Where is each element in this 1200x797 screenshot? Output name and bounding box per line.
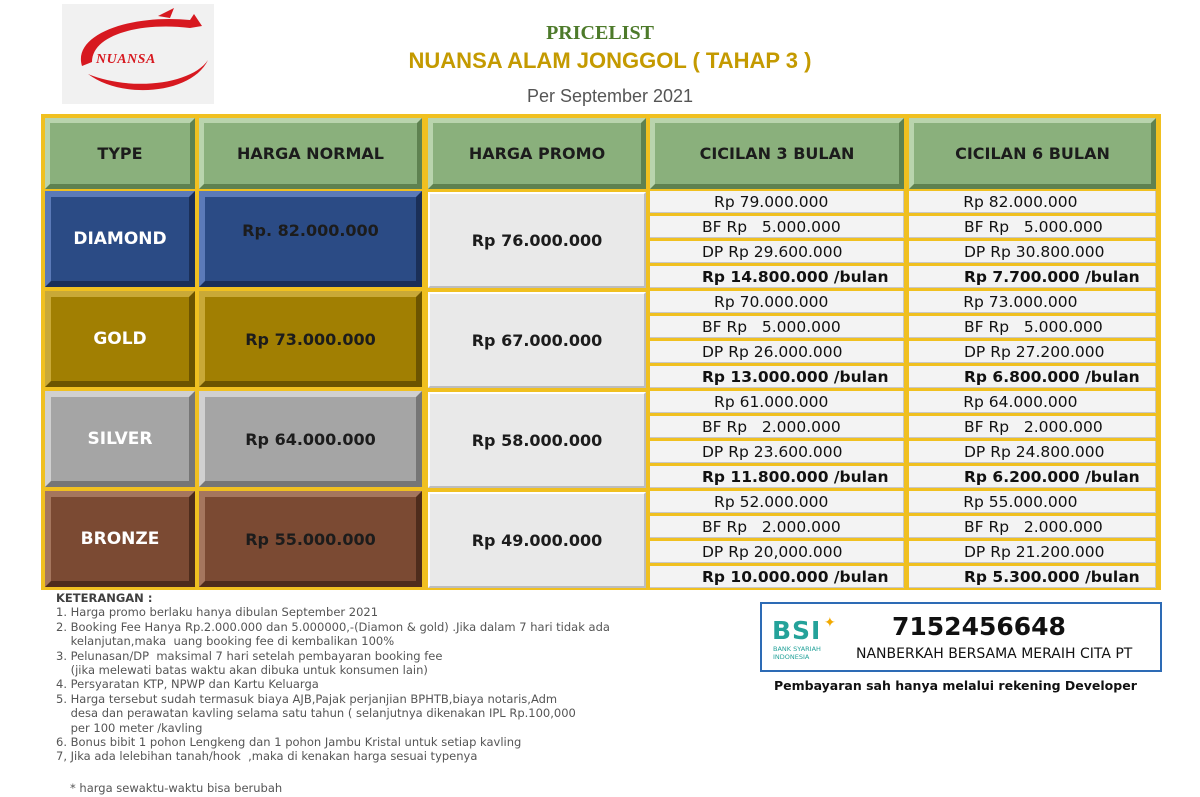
row-diamond-c3-dp: DP Rp 29.600.000 xyxy=(650,241,904,263)
header-type: TYPE xyxy=(45,118,195,189)
row-bronze-c6-price: Rp 55.000.000 xyxy=(909,491,1156,513)
row-diamond-promo: Rp 76.000.000 xyxy=(428,192,646,288)
row-bronze-promo: Rp 49.000.000 xyxy=(428,492,646,588)
notes-heading: KETERANGAN : xyxy=(56,591,153,605)
note-line: 5. Harga tersebut sudah termasuk biaya AJB,Pajak perjanjian BPHTB,biaya notaris,Adm xyxy=(56,691,558,706)
row-gold-c3-monthly: Rp 13.000.000 /bulan xyxy=(650,366,904,388)
header-installment-6: CICILAN 6 BULAN xyxy=(909,118,1156,189)
row-gold-c6-bf: BF Rp 5.000.000 xyxy=(909,316,1156,338)
page-title: PRICELIST xyxy=(546,22,654,44)
row-bronze-c6-dp: DP Rp 21.200.000 xyxy=(909,541,1156,563)
row-gold-c3-dp: DP Rp 26.000.000 xyxy=(650,341,904,363)
star-icon: ✦ xyxy=(824,614,836,630)
nuansa-logo xyxy=(62,4,214,104)
bsi-logo: BSI xyxy=(772,616,822,645)
row-gold-c6-dp: DP Rp 27.200.000 xyxy=(909,341,1156,363)
row-bronze-normal: Rp 55.000.000 xyxy=(199,491,422,587)
header-installment-3: CICILAN 3 BULAN xyxy=(650,118,904,189)
row-silver-c6-dp: DP Rp 24.800.000 xyxy=(909,441,1156,463)
row-diamond-c3-price: Rp 79.000.000 xyxy=(650,191,904,213)
row-silver-type: SILVER xyxy=(45,391,195,487)
header-promo-price: HARGA PROMO xyxy=(428,118,646,189)
note-line: 6. Bonus bibit 1 pohon Lengkeng dan 1 pohon Jambu Kristal untuk setiap kavling xyxy=(56,735,522,750)
notes-section xyxy=(56,591,656,764)
note-line: desa dan perawatan kavling selama satu tahun ( selanjutnya dikenakan IPL Rp.100,000 xyxy=(56,706,576,721)
note-line: 1. Harga promo berlaku hanya dibulan September 2021 xyxy=(56,605,379,620)
row-diamond-c6-price: Rp 82.000.000 xyxy=(909,191,1156,213)
row-bronze-c3-monthly: Rp 10.000.000 /bulan xyxy=(650,566,904,588)
row-gold-c3-bf: BF Rp 5.000.000 xyxy=(650,316,904,338)
bsi-logo-subtitle: BANK SYARIAH INDONESIA xyxy=(773,645,821,661)
logo-wordmark: NUANSA xyxy=(96,52,156,67)
note-line: per 100 meter /kavling xyxy=(56,720,203,735)
row-silver-c3-monthly: Rp 11.800.000 /bulan xyxy=(650,466,904,488)
row-bronze-c6-monthly: Rp 5.300.000 /bulan xyxy=(909,566,1156,588)
note-line: kelanjutan,maka uang booking fee di kembalikan 100% xyxy=(56,634,395,649)
note-line: (jika melewati batas waktu akan dibuka untuk konsumen lain) xyxy=(56,663,428,678)
row-gold-c6-monthly: Rp 6.800.000 /bulan xyxy=(909,366,1156,388)
row-silver-c6-monthly: Rp 6.200.000 /bulan xyxy=(909,466,1156,488)
row-diamond-type: DIAMOND xyxy=(45,191,195,287)
price-change-footnote: * harga sewaktu-waktu bisa berubah xyxy=(70,781,283,795)
row-silver-c3-dp: DP Rp 23.600.000 xyxy=(650,441,904,463)
bank-account-box xyxy=(760,602,1162,672)
row-silver-c6-bf: BF Rp 2.000.000 xyxy=(909,416,1156,438)
row-silver-normal: Rp 64.000.000 xyxy=(199,391,422,487)
project-title: NUANSA ALAM JONGGOL ( TAHAP 3 ) xyxy=(408,48,812,73)
row-bronze-c3-dp: DP Rp 20,000.000 xyxy=(650,541,904,563)
row-bronze-c6-bf: BF Rp 2.000.000 xyxy=(909,516,1156,538)
payment-note: Pembayaran sah hanya melalui rekening Developer xyxy=(774,678,1137,693)
row-silver-c3-bf: BF Rp 2.000.000 xyxy=(650,416,904,438)
row-diamond-normal: Rp. 82.000.000 xyxy=(199,191,422,287)
row-gold-c3-price: Rp 70.000.000 xyxy=(650,291,904,313)
period-subtitle: Per September 2021 xyxy=(526,86,694,106)
row-diamond-c6-monthly: Rp 7.700.000 /bulan xyxy=(909,266,1156,288)
row-silver-c6-price: Rp 64.000.000 xyxy=(909,391,1156,413)
row-diamond-c3-monthly: Rp 14.800.000 /bulan xyxy=(650,266,904,288)
row-diamond-c6-dp: DP Rp 30.800.000 xyxy=(909,241,1156,263)
account-name: NANBERKAH BERSAMA MERAIH CITA PT xyxy=(856,646,1133,662)
header-normal-price: HARGA NORMAL xyxy=(199,118,422,189)
row-bronze-c3-price: Rp 52.000.000 xyxy=(650,491,904,513)
row-gold-normal: Rp 73.000.000 xyxy=(199,291,422,387)
row-silver-promo: Rp 58.000.000 xyxy=(428,392,646,488)
row-gold-type: GOLD xyxy=(45,291,195,387)
account-number: 7152456648 xyxy=(892,612,1066,641)
row-silver-c3-price: Rp 61.000.000 xyxy=(650,391,904,413)
note-line: 4. Persyaratan KTP, NPWP dan Kartu Keluarga xyxy=(56,677,319,692)
row-bronze-c3-bf: BF Rp 2.000.000 xyxy=(650,516,904,538)
row-gold-c6-price: Rp 73.000.000 xyxy=(909,291,1156,313)
note-line: 3. Pelunasan/DP maksimal 7 hari setelah pembayaran booking fee xyxy=(56,648,443,663)
note-line: 7, Jika ada lelebihan tanah/hook ,maka di kenakan harga sesuai typenya xyxy=(56,749,478,764)
row-gold-promo: Rp 67.000.000 xyxy=(428,292,646,388)
row-bronze-type: BRONZE xyxy=(45,491,195,587)
row-diamond-c6-bf: BF Rp 5.000.000 xyxy=(909,216,1156,238)
note-line: 2. Booking Fee Hanya Rp.2.000.000 dan 5.000000,-(Diamon & gold) .Jika dalam 7 hari tidak ada xyxy=(56,619,610,634)
row-diamond-c3-bf: BF Rp 5.000.000 xyxy=(650,216,904,238)
